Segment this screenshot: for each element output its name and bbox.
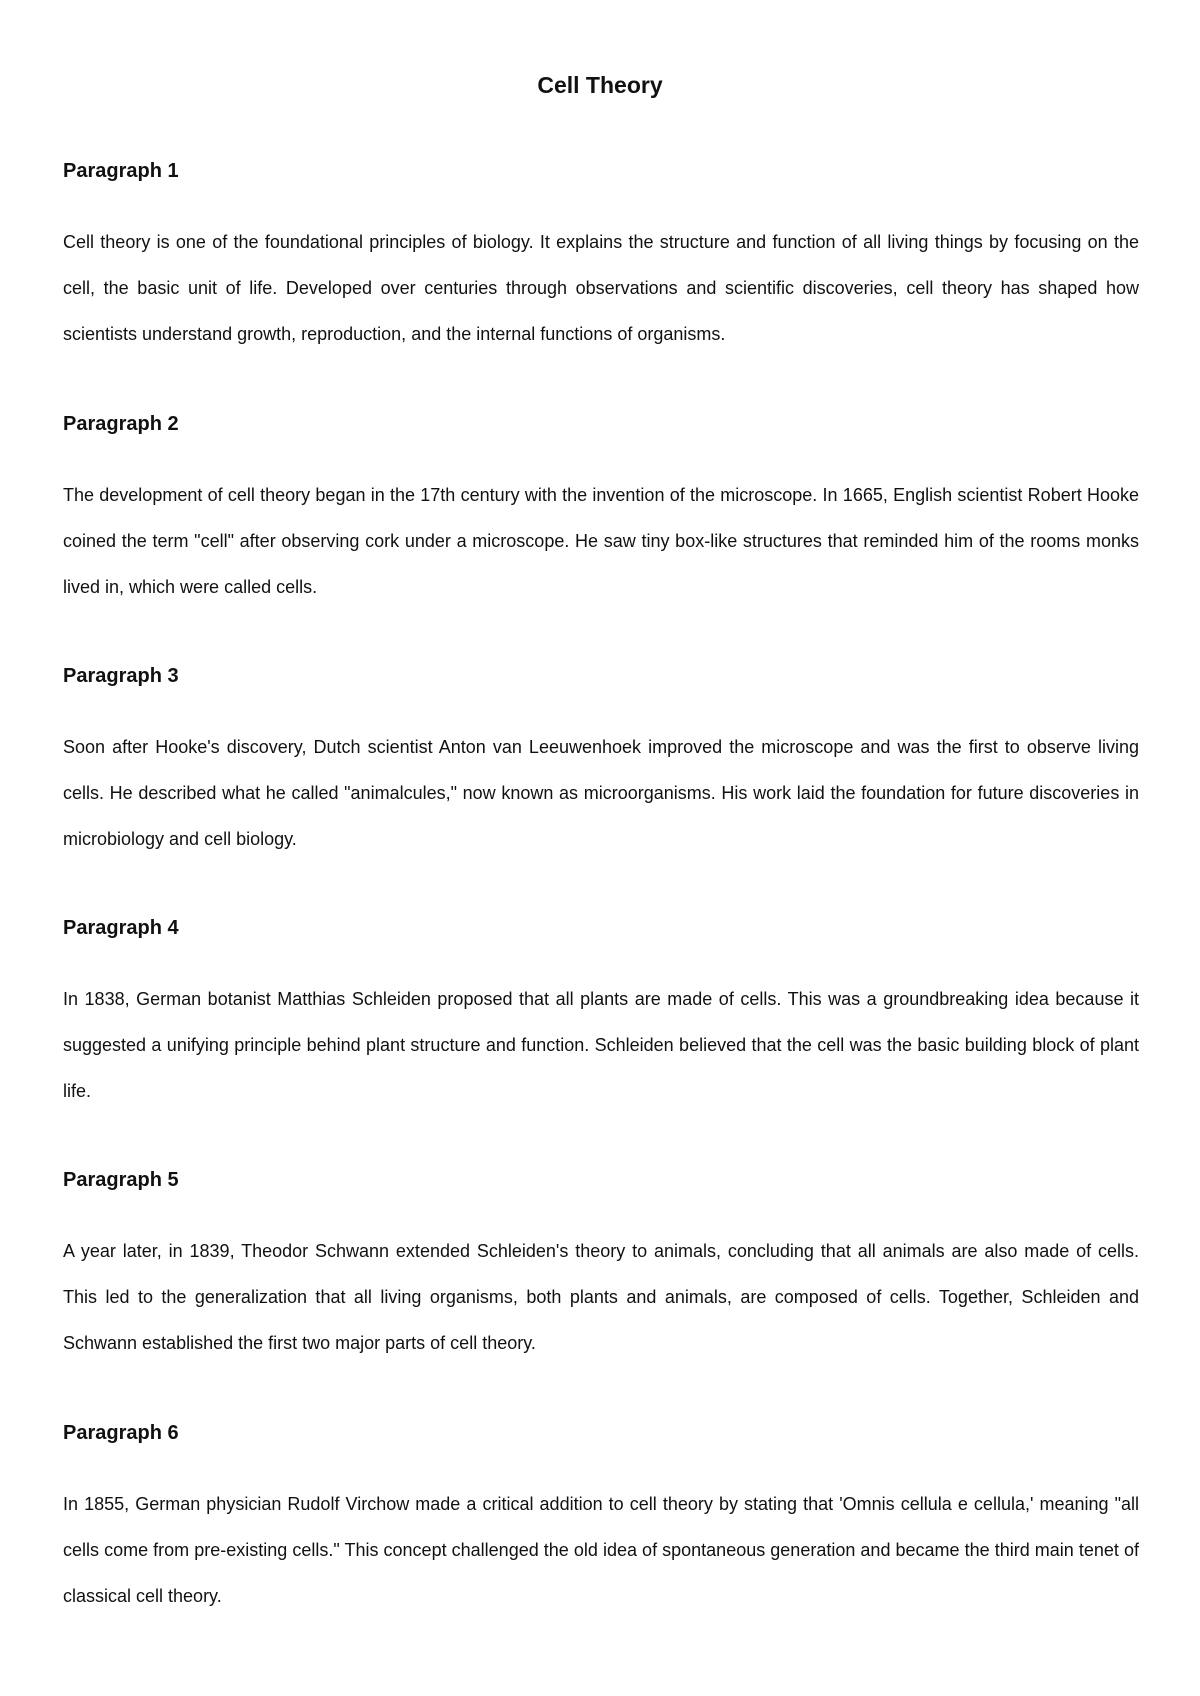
section-heading: Paragraph 4	[63, 917, 179, 939]
paragraph-section-5	[63, 1166, 1139, 1366]
paragraph-section-3	[63, 662, 1139, 862]
section-body: In 1838, German botanist Matthias Schleiden proposed that all plants are made of cells. This was a groundbreaking idea because it suggested a unifying principle behind plant structure and function. Schleiden believed that the cell was the basic building block of plant life.	[63, 989, 1139, 1101]
paragraph-section-4	[63, 914, 1139, 1114]
paragraph-section-2	[63, 410, 1139, 610]
section-heading: Paragraph 6	[63, 1422, 179, 1444]
section-body: The development of cell theory began in the 17th century with the invention of the microscope. In 1665, English scientist Robert Hooke coined the term "cell" after observing cork under a microscope. He saw tiny box-like structures that reminded him of the rooms monks lived in, which were called cells.	[63, 485, 1139, 597]
section-heading: Paragraph 5	[63, 1169, 179, 1191]
section-body: Cell theory is one of the foundational principles of biology. It explains the structure and function of all living things by focusing on the cell, the basic unit of life. Developed over centuries through observations and scientific discoveries, cell theory has shaped how scientists understand growth, reproduction, and the internal functions of organisms.	[63, 232, 1139, 344]
section-heading: Paragraph 2	[63, 413, 179, 435]
paragraph-section-1	[63, 157, 1139, 357]
paragraph-section-6	[63, 1419, 1139, 1619]
section-heading: Paragraph 3	[63, 665, 179, 687]
section-body: A year later, in 1839, Theodor Schwann extended Schleiden's theory to animals, concluding that all animals are also made of cells. This led to the generalization that all living organisms, both plants and animals, are composed of cells. Together, Schleiden and Schwann established the first two major parts of cell theory.	[63, 1241, 1139, 1353]
section-heading: Paragraph 1	[63, 160, 179, 182]
document-title: Cell Theory	[537, 72, 663, 98]
section-body: Soon after Hooke's discovery, Dutch scientist Anton van Leeuwenhoek improved the microscope and was the first to observe living cells. He described what he called "animalcules," now known as microorganisms. His work laid the foundation for future discoveries in microbiology and cell biology.	[63, 737, 1139, 849]
section-body: In 1855, German physician Rudolf Virchow made a critical addition to cell theory by stating that 'Omnis cellula e cellula,' meaning "all cells come from pre-existing cells." This concept challenged the old idea of spontaneous generation and became the third main tenet of classical cell theory.	[63, 1494, 1139, 1606]
